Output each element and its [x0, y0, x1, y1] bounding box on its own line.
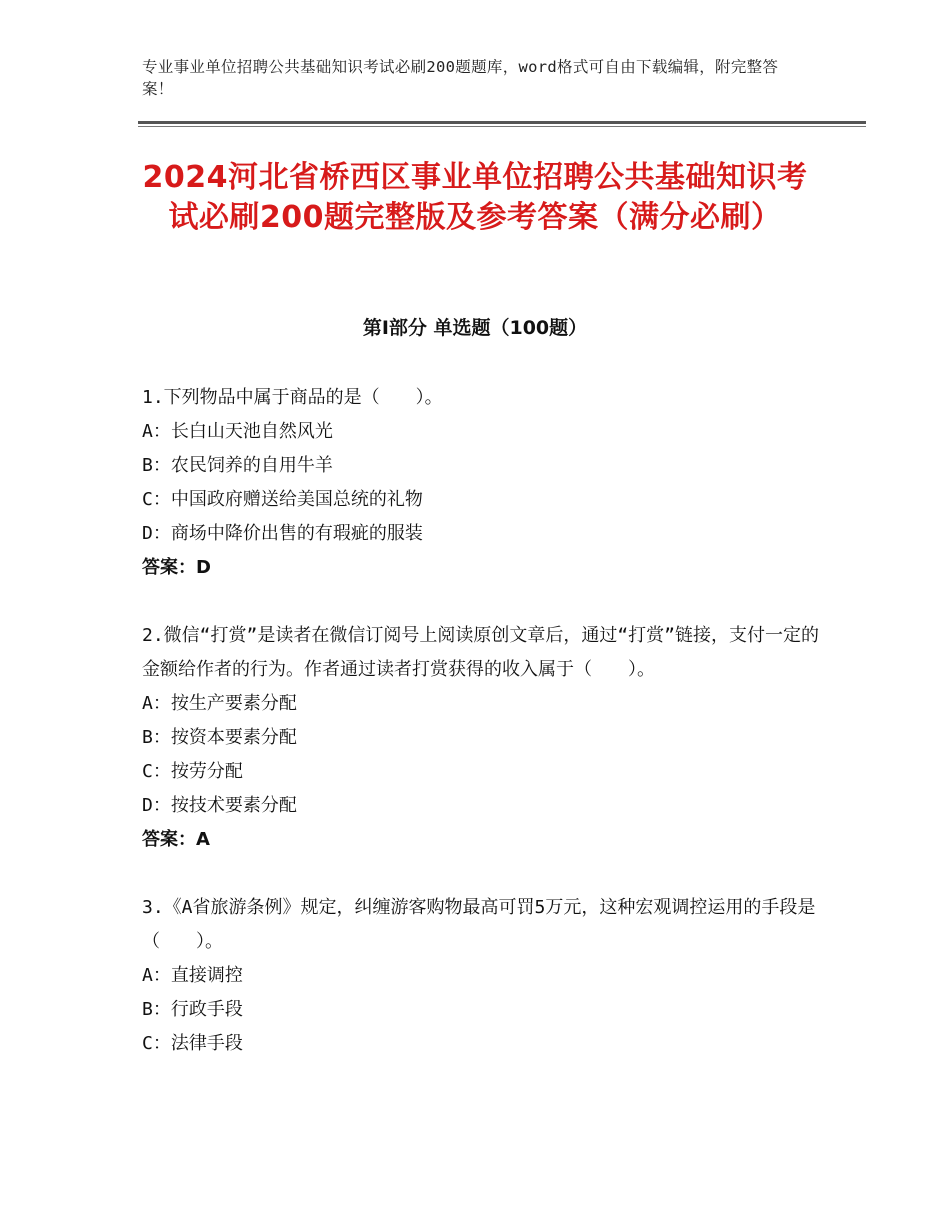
option-a: A：长白山天池自然风光 [142, 421, 333, 442]
option-c: C：法律手段 [142, 1033, 243, 1054]
option-b: B：按资本要素分配 [142, 727, 297, 748]
question-2 [142, 619, 822, 857]
question-3 [142, 891, 822, 1061]
answer-line: 答案：A [142, 829, 210, 850]
option-d: D：按技术要素分配 [142, 795, 297, 816]
option-d: D：商场中降价出售的有瑕疵的服装 [142, 523, 423, 544]
header-divider-thick [138, 121, 866, 124]
question-1 [142, 381, 822, 585]
question-stem: 3.《A省旅游条例》规定，纠缠游客购物最高可罚5万元，这种宏观调控运用的手段是（ ）。 [142, 897, 816, 952]
header-divider-thin [138, 126, 866, 127]
option-b: B：农民饲养的自用牛羊 [142, 455, 333, 476]
section-title: 第Ⅰ部分 单选题（100题） [362, 317, 588, 339]
option-c: C：中国政府赠送给美国总统的礼物 [142, 489, 423, 510]
option-a: A：直接调控 [142, 965, 243, 986]
answer-line: 答案：D [142, 557, 211, 578]
option-c: C：按劳分配 [142, 761, 243, 782]
option-a: A：按生产要素分配 [142, 693, 297, 714]
question-stem: 2.微信“打赏”是读者在微信订阅号上阅读原创文章后，通过“打赏”链接，支付一定的金额给作者的行为。作者通过读者打赏获得的收入属于（ ）。 [142, 625, 820, 680]
document-title: 2024河北省桥西区事业单位招聘公共基础知识考试必刷200题完整版及参考答案（满分必刷） [142, 160, 808, 235]
header-note: 专业事业单位招聘公共基础知识考试必刷200题题库，word格式可自由下载编辑，附完整答案！ [142, 58, 779, 98]
option-b: B：行政手段 [142, 999, 243, 1020]
question-list [142, 381, 822, 1061]
question-stem: 1.下列物品中属于商品的是（ ）。 [142, 387, 443, 408]
